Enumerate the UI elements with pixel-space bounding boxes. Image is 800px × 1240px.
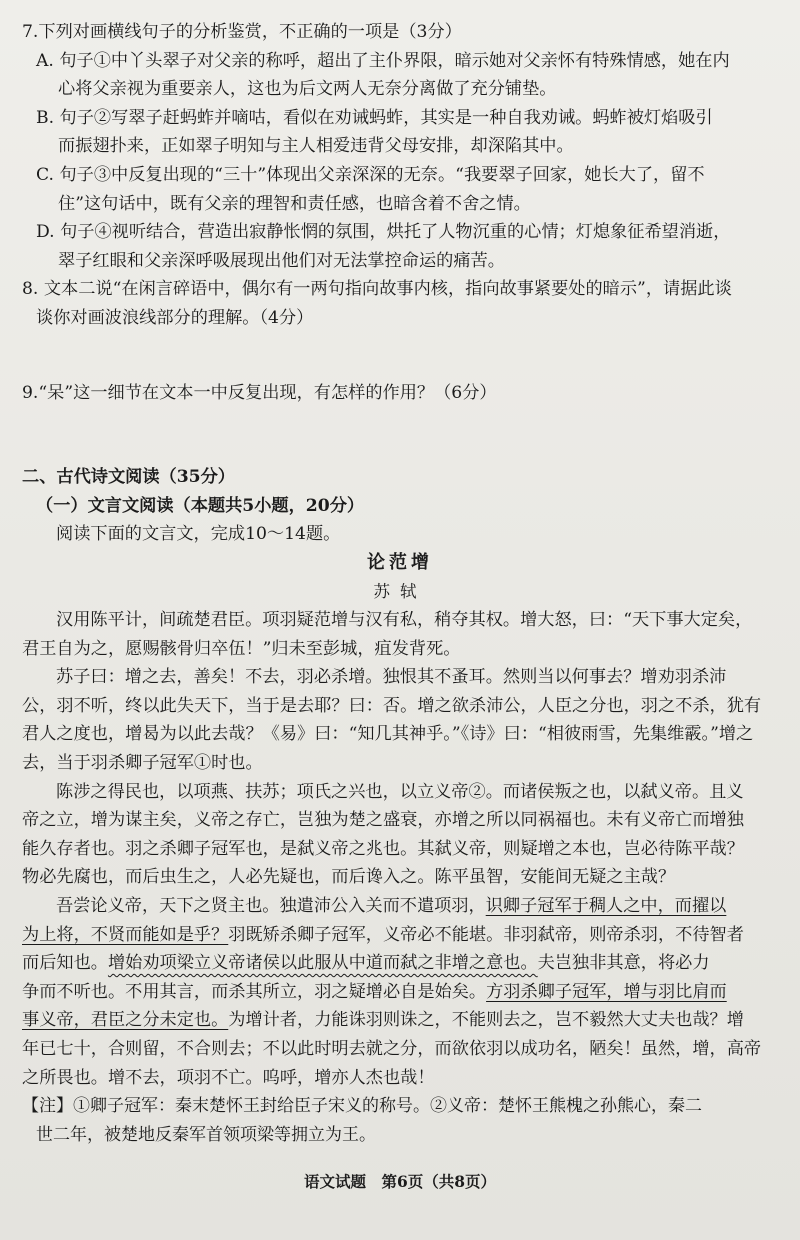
essay-p1-line1: 汉用陈平计，间疏楚君臣。项羽疑范增与汉有私，稍夺其权。增大怒，曰：“天下事大定矣， [56, 610, 753, 631]
q7-stem: 7.下列对画横线句子的分析鉴赏，不正确的一项是（3分） [22, 22, 462, 42]
essay-p4-line1 [22, 892, 778, 921]
q7-option-d-line2: 翠子红眼和父亲深呼吸展现出他们对无法掌控命运的痛苦。 [58, 250, 505, 271]
annotation-line2: 世二年，被楚地反秦军首领项梁等拥立为王。 [36, 1124, 376, 1145]
q7-option-d-line1: D. 句子④视听结合，营造出寂静怅惘的氛围，烘托了人物沉重的心情；灯熄象征希望消逝， [36, 222, 731, 243]
annotation-line1: 【注】①卿子冠军：秦末楚怀王封给臣子宋义的称号。②义帝：楚怀王熊槐之孙熊心，秦二 [22, 1096, 702, 1117]
essay-p4-text: 为增计者，力能诛羽则诛之，不能则去之，岂不毅然大丈夫也哉？增 [228, 1010, 744, 1031]
q8-line1: 8. 文本二说“在闲言碎语中，偶尔有一两句指向故事内核，指向故事紧要处的暗示”，请据此谈 [22, 279, 732, 300]
essay-p4-text: 吾尝论义帝，天下之贤主也。独遣沛公入关而不遣项羽， [56, 896, 486, 917]
q7-option-b-line2: 而振翅扑来，正如翠子明知与主人相爱违背父母安排，却深陷其中。 [58, 136, 574, 157]
essay-p2-line3: 君人之度也，增曷为以此去哉？《易》曰：“知几其神乎。”《诗》曰：“相彼雨雪，先集维霰。”增之 [22, 724, 754, 745]
essay-p3-line4: 物必先腐也，而后虫生之，人必先疑也，而后谗入之。陈平虽智，安能间无疑之主哉？ [22, 867, 676, 888]
essay-p4-line3 [22, 949, 778, 978]
essay-p2-line1: 苏子曰：增之去，善矣！不去，羽必杀增。独恨其不蚤耳。然则当以何事去？增劝羽杀沛 [56, 667, 727, 688]
essay-p4-text: 夫岂独非其意，将必力 [537, 953, 710, 974]
essay-p4-line4 [22, 978, 778, 1007]
essay-p4-line2 [22, 921, 778, 950]
essay-p3-line1: 陈涉之得民也，以项燕、扶苏；项氏之兴也，以立义帝②。而诸侯叛之也，以弑义帝。且义 [56, 781, 744, 802]
wavy-underlined-sentence: 增始劝项梁立义帝诸侯以此服从中道而弑之非增之意也。 [107, 953, 538, 974]
underlined-sentence: 方羽杀卿子冠军，增与羽比肩而 [486, 981, 727, 1002]
essay-p4-text: 羽既矫杀卿子冠军，义帝必不能堪。非羽弑帝，则帝杀羽，不待智者 [228, 924, 744, 945]
essay-p4-line5 [22, 1006, 778, 1035]
underlined-sentence: 识卿子冠军于稠人之中，而擢以 [485, 896, 727, 917]
underlined-sentence: 事义帝，君臣之分未定也。 [22, 1010, 229, 1031]
q8-line2: 谈你对画波浪线部分的理解。（4分） [36, 307, 314, 328]
essay-p1-line2: 君王自为之，愿赐骸骨归卒伍！”归未至彭城，疽发背死。 [22, 638, 461, 659]
q7-option-c-line2: 住”这句话中，既有父亲的理智和责任感，也暗含着不舍之情。 [58, 193, 531, 214]
underlined-sentence: 为上将，不贤而能如是乎？ [22, 924, 229, 945]
q9-question: 9.“呆”这一细节在文本一中反复出现，有怎样的作用？（6分） [22, 382, 497, 403]
essay-p4-text: 而后知也。 [22, 953, 108, 974]
subsection-heading: （一）文言文阅读（本题共5小题，20分） [36, 495, 365, 516]
essay-p2-line2: 公，羽不听，终以此失天下，当于是去耶？曰：否。增之欲杀沛公，人臣之分也，羽之不杀，犹有 [22, 695, 762, 716]
q7-option-a-line2: 心将父亲视为重要亲人，这也为后文两人无奈分离做了充分铺垫。 [58, 79, 557, 100]
essay-p3-line3: 能久存者也。羽之杀卿子冠军也，是弑义帝之兆也。其弑义帝，则疑增之本也，岂必待陈平哉？ [22, 838, 744, 859]
page-footer: 语文试题 第6页（共8页） [303, 1172, 497, 1191]
q7-option-a-line1: A. 句子①中丫头翠子对父亲的称呼，超出了主仆界限，暗示她对父亲怀有特殊情感，她在内 [36, 50, 730, 71]
essay-p4-text: 争而不听也。不用其言，而杀其所立，羽之疑增必自是始矣。 [22, 981, 487, 1002]
reading-instruction: 阅读下面的文言文，完成10～14题。 [56, 524, 341, 545]
essay-title: 论范增 [367, 551, 433, 573]
essay-author: 苏轼 [373, 581, 427, 601]
q7-option-b-line1: B. 句子②写翠子赶蚂蚱并嘀咕，看似在劝诫蚂蚱，其实是一种自我劝诫。蚂蚱被灯焰吸引 [36, 107, 713, 128]
essay-p3-line2: 帝之立，增为谋主矣，义帝之存亡，岂独为楚之盛衰，亦增之所以同祸福也。未有义帝亡而增独 [22, 810, 744, 831]
section-heading: 二、古代诗文阅读（35分） [22, 467, 235, 488]
essay-p2-line4: 去，当于羽杀卿子冠军①时也。 [22, 753, 263, 774]
essay-p4-line7: 之所畏也。增不去，项羽不亡。呜呼，增亦人杰也哉！ [22, 1067, 435, 1088]
essay-p4-line6: 年已七十，合则留，不合则去；不以此时明去就之分，而欲依羽以成功名，陋矣！虽然，增，高帝 [22, 1039, 762, 1059]
q7-option-c-line1: C. 句子③中反复出现的“三十”体现出父亲深深的无奈。“我要翠子回家，她长大了，留不 [36, 164, 705, 185]
